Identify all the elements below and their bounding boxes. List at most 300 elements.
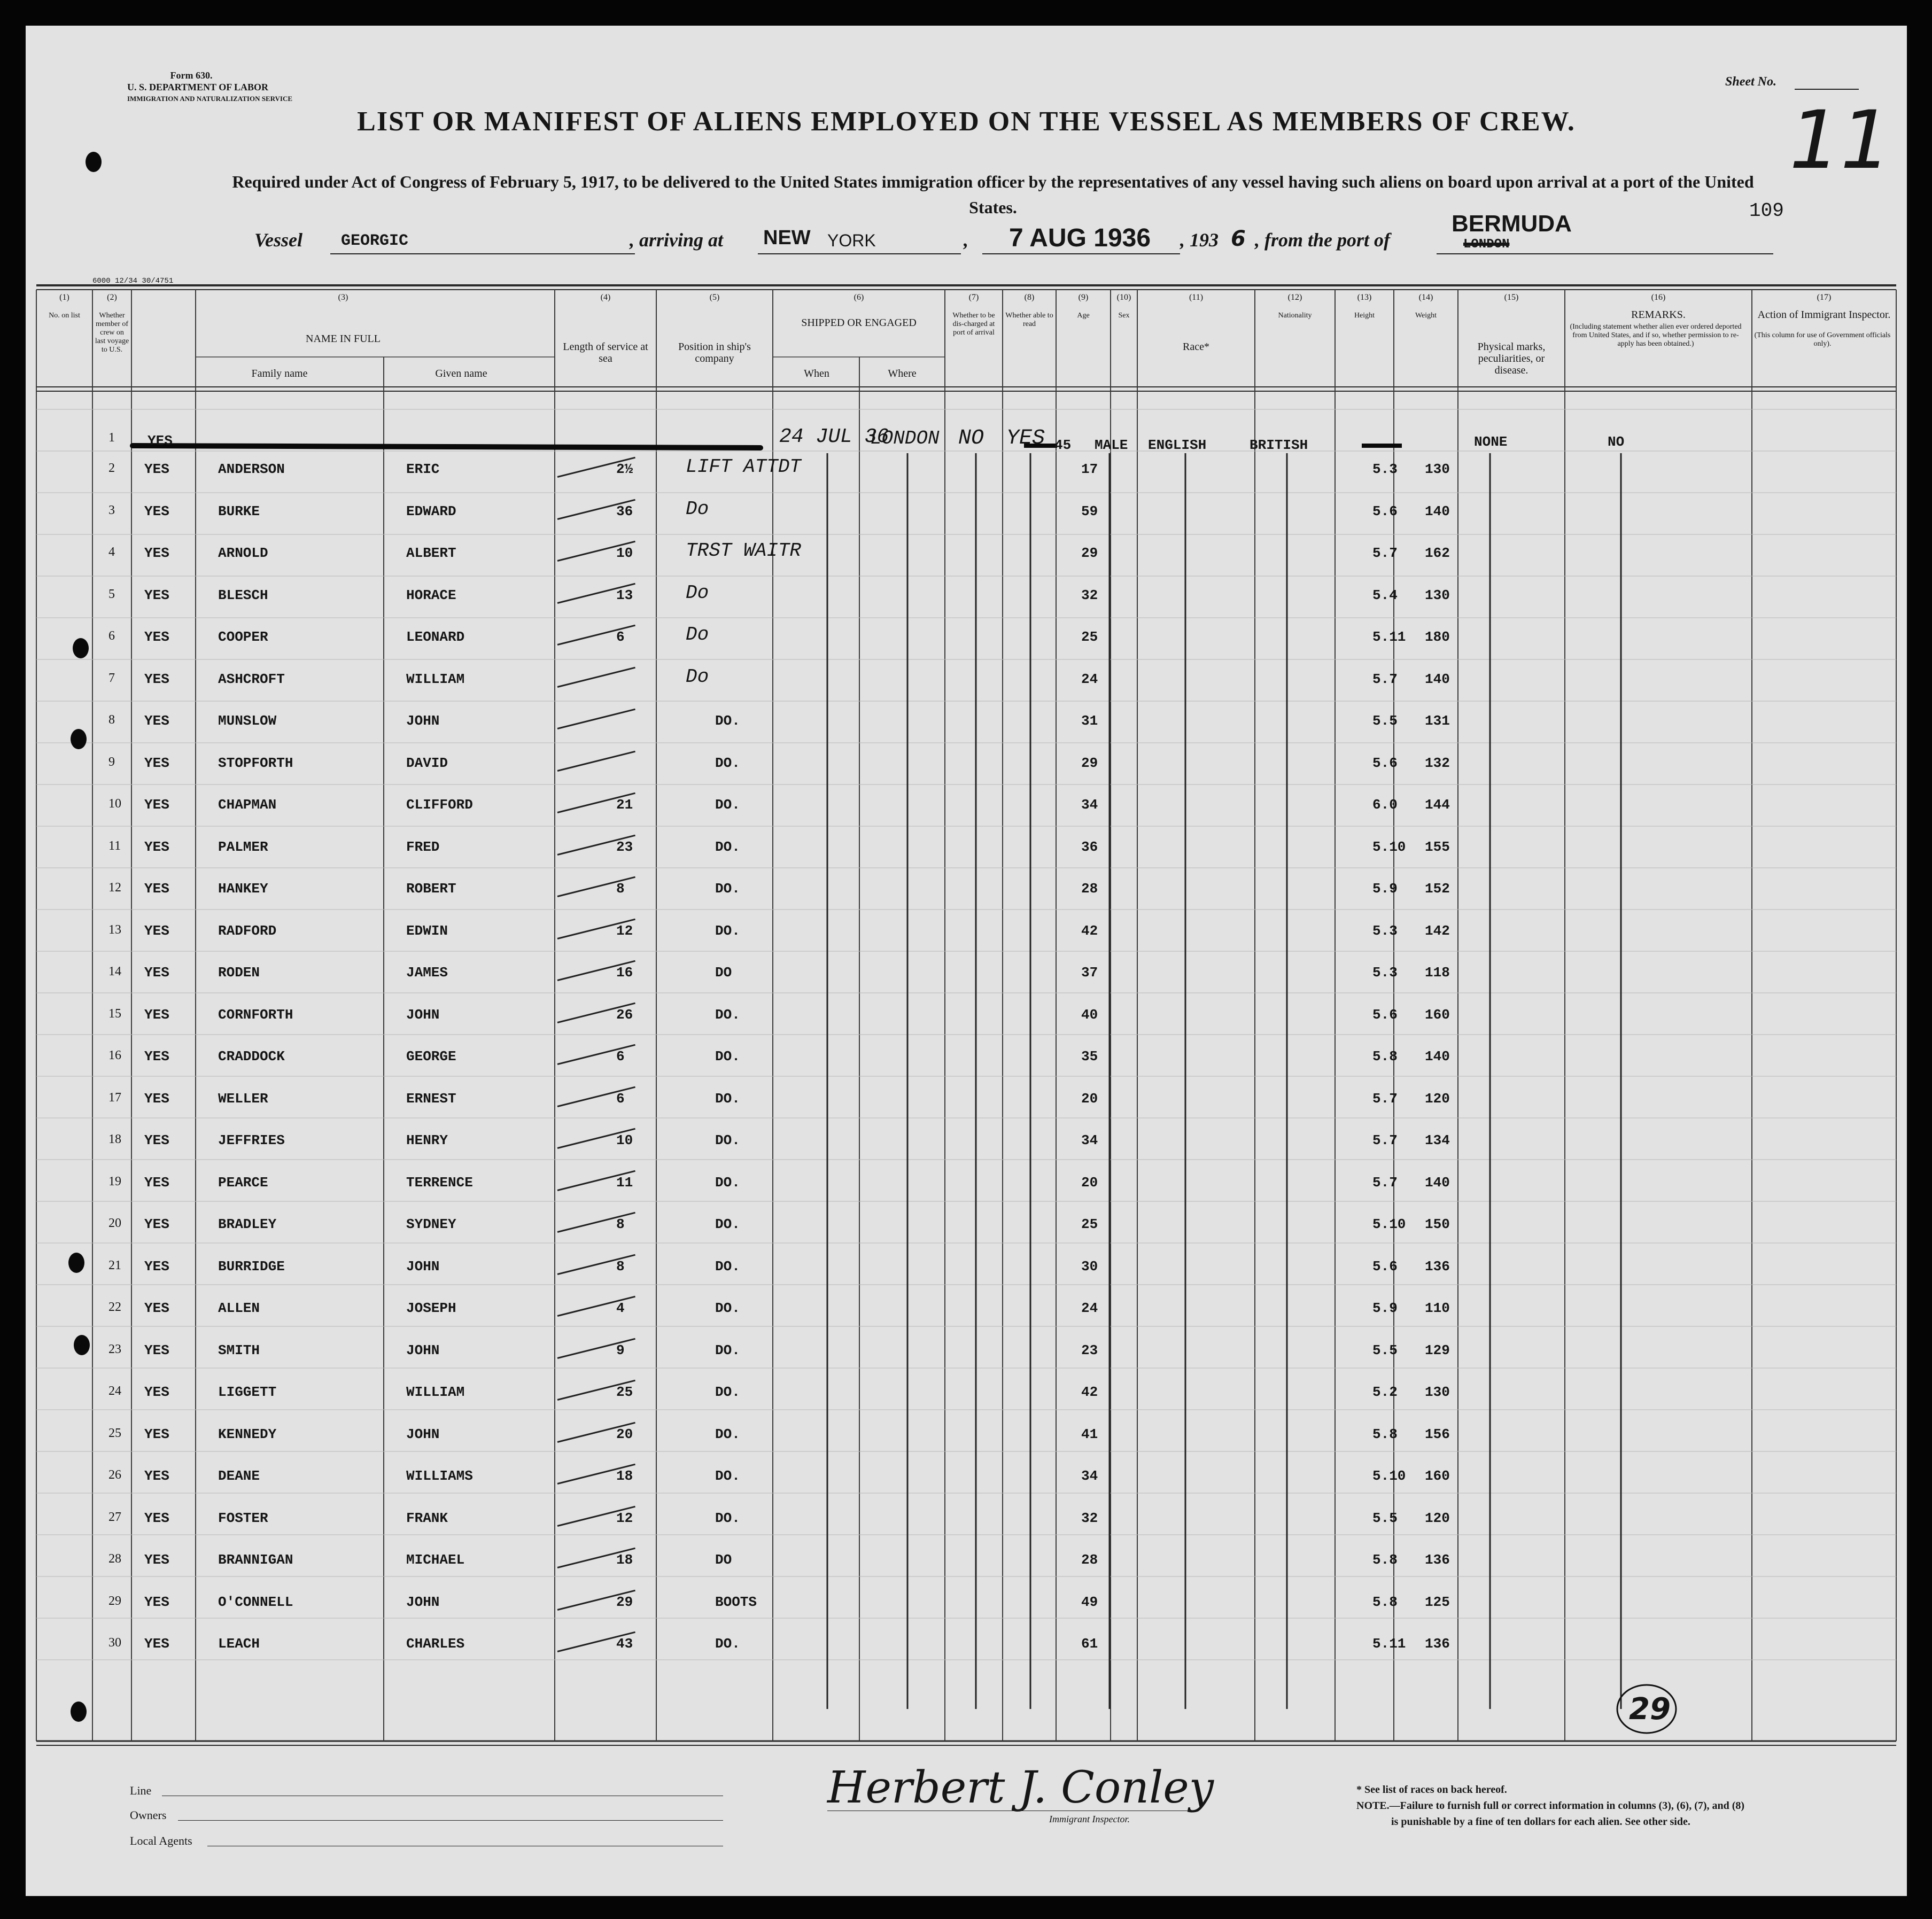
ship-position: DO. bbox=[715, 1636, 740, 1652]
ship-position: DO. bbox=[715, 797, 740, 813]
family-name: FOSTER bbox=[218, 1510, 268, 1526]
age: 61 bbox=[1081, 1636, 1098, 1652]
age: 42 bbox=[1081, 922, 1098, 939]
ship-position: DO. bbox=[715, 1258, 740, 1275]
column-header-label: Age bbox=[1077, 312, 1090, 320]
page-subtitle: Required under Act of Congress of February 5, 1917, to be delivered to the United States immigration officer by the representatives of any vessel having such aliens on board upon arrival at a port of the United States. bbox=[232, 172, 1754, 217]
ship-position: DO. bbox=[715, 922, 740, 939]
family-name: STOPFORTH bbox=[218, 755, 293, 771]
arrival-port-typed: YORK bbox=[827, 231, 876, 250]
prior-voyage: YES bbox=[144, 1552, 169, 1568]
height: 5.8 bbox=[1372, 1426, 1398, 1442]
prior-voyage: YES bbox=[144, 1510, 169, 1526]
age: 32 bbox=[1081, 587, 1098, 603]
height: 5.5 bbox=[1372, 1510, 1398, 1526]
age: 34 bbox=[1081, 797, 1098, 813]
height: 5.7 bbox=[1372, 671, 1398, 687]
inspector-signature: Herbert J. Conley bbox=[827, 1762, 1214, 1813]
weight: 160 bbox=[1425, 1006, 1450, 1023]
height: 6.0 bbox=[1372, 797, 1398, 813]
ship-position: DO. bbox=[715, 1426, 740, 1442]
line-label: Line bbox=[130, 1784, 152, 1797]
ship-position: DO. bbox=[715, 1048, 740, 1065]
given-name: JOHN bbox=[406, 1258, 440, 1275]
age: 34 bbox=[1081, 1468, 1098, 1484]
column-header-label: Action of Immigrant Inspector. bbox=[1757, 309, 1891, 321]
given-name: CLIFFORD bbox=[406, 797, 473, 813]
given-name: SYDNEY bbox=[406, 1216, 456, 1232]
when-header: When bbox=[804, 368, 829, 379]
row-number: 17 bbox=[108, 1090, 121, 1105]
weight: 110 bbox=[1425, 1300, 1450, 1316]
family-name: HANKEY bbox=[218, 881, 268, 897]
inspector-label: Immigrant Inspector. bbox=[1049, 1814, 1130, 1824]
age: 25 bbox=[1081, 629, 1098, 645]
vessel-name: GEORGIC bbox=[341, 232, 409, 250]
family-name: ALLEN bbox=[218, 1300, 260, 1316]
row-number: 29 bbox=[108, 1594, 121, 1608]
given-name: FRANK bbox=[406, 1510, 448, 1526]
row-number: 1 bbox=[108, 431, 115, 445]
prior-voyage: YES bbox=[144, 1384, 169, 1400]
column-header-label: Height bbox=[1354, 312, 1375, 320]
row-number: 16 bbox=[108, 1048, 121, 1062]
given-name: JAMES bbox=[406, 965, 448, 981]
height: 5.10 bbox=[1372, 838, 1406, 855]
weight: 130 bbox=[1425, 1384, 1450, 1400]
service-years: 8 bbox=[616, 881, 625, 897]
prior-voyage: YES bbox=[144, 1468, 169, 1484]
prior-voyage: YES bbox=[144, 1426, 169, 1442]
service-years: 12 bbox=[616, 922, 633, 939]
row-number: 14 bbox=[108, 965, 121, 978]
sheet-number: 11 bbox=[1789, 94, 1891, 187]
column-number: (14) bbox=[1418, 293, 1433, 302]
weight: 118 bbox=[1425, 965, 1450, 981]
family-name: BLESCH bbox=[218, 587, 268, 603]
service-years: 25 bbox=[616, 1384, 633, 1400]
service-years: 11 bbox=[616, 1174, 633, 1191]
arriving-label: , arriving at bbox=[630, 229, 724, 251]
height: 5.8 bbox=[1372, 1594, 1398, 1610]
column-header-label: Sex bbox=[1118, 312, 1130, 320]
age: 45 bbox=[1054, 437, 1072, 453]
age: 31 bbox=[1081, 713, 1098, 729]
ship-position: DO. bbox=[715, 838, 740, 855]
height: 5.8 bbox=[1372, 1048, 1398, 1065]
prior-voyage: YES bbox=[144, 1048, 169, 1065]
ship-position: DO. bbox=[715, 1468, 740, 1484]
nationality: BRITISH bbox=[1250, 437, 1308, 453]
fine-note: is punishable by a fine of ten dollars for each alien. See other side. bbox=[1391, 1816, 1690, 1828]
column-number: (2) bbox=[107, 293, 117, 302]
family-name: BRANNIGAN bbox=[218, 1552, 293, 1568]
from-port-struck: LONDON bbox=[1463, 237, 1510, 252]
column-number: (10) bbox=[1116, 293, 1131, 302]
weight: 131 bbox=[1425, 713, 1450, 729]
weight: 142 bbox=[1425, 922, 1450, 939]
age: 49 bbox=[1081, 1594, 1098, 1610]
family-name: SMITH bbox=[218, 1342, 260, 1358]
service-years: 6 bbox=[616, 1090, 625, 1107]
weight: 156 bbox=[1425, 1426, 1450, 1442]
sex: MALE bbox=[1095, 437, 1128, 453]
ship-position: DO. bbox=[715, 1216, 740, 1232]
weight: 152 bbox=[1425, 881, 1450, 897]
weight: 136 bbox=[1425, 1636, 1450, 1652]
height: 5.10 bbox=[1372, 1216, 1406, 1232]
column-header-label: Whether member of crew on last voyage to U.S. bbox=[95, 312, 129, 354]
row-number: 28 bbox=[108, 1552, 121, 1566]
row-number: 12 bbox=[108, 881, 121, 895]
service-years: 26 bbox=[616, 1006, 633, 1023]
service-years: 16 bbox=[616, 965, 633, 981]
row-number: 5 bbox=[108, 587, 115, 601]
given-name: HORACE bbox=[406, 587, 456, 603]
given-name: JOHN bbox=[406, 1006, 440, 1023]
ship-position: DO. bbox=[715, 881, 740, 897]
page-title: LIST OR MANIFEST OF ALIENS EMPLOYED ON THE VESSEL AS MEMBERS OF CREW. bbox=[357, 106, 1576, 137]
service-years: 21 bbox=[616, 797, 633, 813]
height: 5.3 bbox=[1372, 965, 1398, 981]
family-name: JEFFRIES bbox=[218, 1132, 285, 1148]
ship-position: Do bbox=[686, 665, 709, 688]
prior-voyage: YES bbox=[144, 1090, 169, 1107]
arrival-port-stamp: NEW bbox=[763, 227, 811, 249]
age: 35 bbox=[1081, 1048, 1098, 1065]
service: IMMIGRATION AND NATURALIZATION SERVICE bbox=[127, 95, 293, 103]
service-years: 20 bbox=[616, 1426, 633, 1442]
sheet-label: Sheet No. bbox=[1725, 75, 1776, 89]
service-years: 6 bbox=[616, 629, 625, 645]
given-name-header: Given name bbox=[435, 368, 487, 379]
service-years: 10 bbox=[616, 1132, 633, 1148]
family-name: RADFORD bbox=[218, 922, 277, 939]
given-name: JOHN bbox=[406, 713, 440, 729]
service-years: 6 bbox=[616, 1048, 625, 1065]
row-number: 27 bbox=[108, 1510, 121, 1524]
weight: 136 bbox=[1425, 1258, 1450, 1275]
ship-position: DO. bbox=[715, 1384, 740, 1400]
family-name: WELLER bbox=[218, 1090, 268, 1107]
given-name: TERRENCE bbox=[406, 1174, 473, 1191]
service-years: 13 bbox=[616, 587, 633, 603]
column-header-label: Position in ship's company bbox=[678, 341, 751, 364]
service-years: 23 bbox=[616, 838, 633, 855]
prior-voyage: YES bbox=[144, 713, 169, 729]
stamp-number: 109 bbox=[1749, 200, 1784, 222]
ship-position: DO. bbox=[715, 1300, 740, 1316]
given-name: EDWIN bbox=[406, 922, 448, 939]
family-name: COOPER bbox=[218, 629, 268, 645]
prior-voyage: YES bbox=[144, 1258, 169, 1275]
prior-voyage: YES bbox=[144, 922, 169, 939]
row-number: 2 bbox=[108, 461, 115, 475]
column-number: (6) bbox=[854, 293, 864, 302]
family-name: O'CONNELL bbox=[218, 1594, 293, 1610]
ship-position: DO bbox=[715, 965, 732, 981]
age: 40 bbox=[1081, 1006, 1098, 1023]
comma-separator: , bbox=[964, 229, 968, 251]
family-name: CORNFORTH bbox=[218, 1006, 293, 1023]
age: 23 bbox=[1081, 1342, 1098, 1358]
prior-voyage: YES bbox=[144, 587, 169, 603]
ship-position: BOOTS bbox=[715, 1594, 757, 1610]
service-years: 12 bbox=[616, 1510, 633, 1526]
table-grid bbox=[26, 26, 1907, 1896]
height: 5.3 bbox=[1372, 922, 1398, 939]
prior-voyage: YES bbox=[144, 1594, 169, 1610]
year-prefix: , 193 bbox=[1180, 229, 1219, 251]
action-note: (This column for use of Government officials only). bbox=[1754, 331, 1891, 348]
age: 59 bbox=[1081, 503, 1098, 519]
remarks: NO bbox=[1608, 434, 1625, 450]
column-header-label: Length of service at sea bbox=[563, 341, 648, 364]
weight: 162 bbox=[1425, 545, 1450, 561]
column-header-label: Physical marks, peculiarities, or disease. bbox=[1477, 341, 1546, 376]
weight: 155 bbox=[1425, 838, 1450, 855]
weight: 144 bbox=[1425, 797, 1450, 813]
weight: 125 bbox=[1425, 1594, 1450, 1610]
row-number: 30 bbox=[108, 1636, 121, 1650]
given-name: EDWARD bbox=[406, 503, 456, 519]
ship-position: DO. bbox=[715, 1132, 740, 1148]
height: 5.7 bbox=[1372, 1174, 1398, 1191]
height: 5.8 bbox=[1372, 1552, 1398, 1568]
row-number: 4 bbox=[108, 545, 115, 559]
service-years: 43 bbox=[616, 1636, 633, 1652]
prior-voyage: YES bbox=[144, 755, 169, 771]
height: 5.6 bbox=[1372, 1258, 1398, 1275]
races-note: * See list of races on back hereof. bbox=[1356, 1784, 1507, 1796]
height: 5.6 bbox=[1372, 503, 1398, 519]
age: 41 bbox=[1081, 1426, 1098, 1442]
row-number: 8 bbox=[108, 713, 115, 727]
height: 5.2 bbox=[1372, 1384, 1398, 1400]
service-years: 2½ bbox=[616, 461, 633, 477]
owners-label: Owners bbox=[130, 1808, 167, 1822]
age: 20 bbox=[1081, 1090, 1098, 1107]
failure-note: NOTE.—Failure to furnish full or correct information in columns (3), (6), (7), and (8) bbox=[1356, 1800, 1745, 1812]
row-number: 6 bbox=[108, 629, 115, 643]
column-number: (11) bbox=[1189, 293, 1204, 302]
age: 32 bbox=[1081, 1510, 1098, 1526]
height: 5.4 bbox=[1372, 587, 1398, 603]
weight: 130 bbox=[1425, 461, 1450, 477]
height: 5.9 bbox=[1372, 1300, 1398, 1316]
year-suffix: 6 bbox=[1231, 227, 1246, 251]
row-number: 11 bbox=[108, 838, 121, 853]
age: 17 bbox=[1081, 461, 1098, 477]
column-number: (7) bbox=[968, 293, 979, 302]
family-name-header: Family name bbox=[251, 368, 308, 379]
given-name: CHARLES bbox=[406, 1636, 465, 1652]
height: 5.7 bbox=[1372, 1090, 1398, 1107]
column-header-label: REMARKS. bbox=[1631, 309, 1686, 321]
given-name: JOHN bbox=[406, 1426, 440, 1442]
given-name: MICHAEL bbox=[406, 1552, 465, 1568]
arrival-date: 7 AUG 1936 bbox=[1009, 224, 1151, 252]
ship-position: DO. bbox=[715, 1090, 740, 1107]
family-name: ARNOLD bbox=[218, 545, 268, 561]
punch-hole bbox=[71, 729, 87, 749]
service-years: 4 bbox=[616, 1300, 625, 1316]
department: U. S. DEPARTMENT OF LABOR bbox=[127, 82, 269, 92]
prior-voyage: YES bbox=[144, 1132, 169, 1148]
form-number: Form 630. bbox=[170, 70, 213, 81]
column-number: (1) bbox=[59, 293, 69, 302]
height: 5.7 bbox=[1372, 1132, 1398, 1148]
ship-position: LIFT ATTDT bbox=[686, 456, 802, 478]
prior-voyage: YES bbox=[144, 1174, 169, 1191]
column-number: (12) bbox=[1287, 293, 1302, 302]
weight: 120 bbox=[1425, 1090, 1450, 1107]
punch-hole bbox=[73, 638, 89, 658]
discharged: NO bbox=[958, 426, 984, 450]
age: 30 bbox=[1081, 1258, 1098, 1275]
age: 42 bbox=[1081, 1384, 1098, 1400]
column-header-label: Race* bbox=[1183, 341, 1209, 353]
row-number: 7 bbox=[108, 671, 115, 685]
column-number: (15) bbox=[1504, 293, 1519, 302]
shipped-where: LONDON bbox=[870, 428, 940, 449]
given-name: JOHN bbox=[406, 1594, 440, 1610]
weight: 134 bbox=[1425, 1132, 1450, 1148]
age: 29 bbox=[1081, 545, 1098, 561]
ship-position: TRST WAITR bbox=[686, 540, 802, 562]
given-name: HENRY bbox=[406, 1132, 448, 1148]
age: 29 bbox=[1081, 755, 1098, 771]
column-header-label: Nationality bbox=[1278, 312, 1312, 320]
ship-position: Do bbox=[686, 624, 709, 646]
height: 5.11 bbox=[1372, 629, 1406, 645]
ship-position: DO. bbox=[715, 713, 740, 729]
shipped-when: 24 JUL 36 bbox=[779, 425, 889, 448]
able-to-read: YES bbox=[1006, 426, 1045, 450]
family-name: MUNSLOW bbox=[218, 713, 277, 729]
print-code: 6000 12/34 30/4751 bbox=[92, 277, 174, 285]
from-label: , from the port of bbox=[1255, 229, 1391, 251]
remarks-note: (Including statement whether alien ever ordered deported from United States, and if so, whether permission to re-apply has been obtained.) bbox=[1570, 323, 1742, 348]
height: 5.6 bbox=[1372, 1006, 1398, 1023]
weight: 160 bbox=[1425, 1468, 1450, 1484]
row-number: 15 bbox=[108, 1006, 121, 1021]
prior-voyage: YES bbox=[144, 1342, 169, 1358]
row-number: 9 bbox=[108, 755, 115, 769]
column-header-label: Weight bbox=[1415, 312, 1437, 320]
height: 5.7 bbox=[1372, 545, 1398, 561]
height: 5.5 bbox=[1372, 713, 1398, 729]
prior-voyage: YES bbox=[144, 461, 169, 477]
service-years: 18 bbox=[616, 1552, 633, 1568]
given-name: ERIC bbox=[406, 461, 440, 477]
row-number: 3 bbox=[108, 503, 115, 517]
service-years: 8 bbox=[616, 1258, 625, 1275]
weight: 129 bbox=[1425, 1342, 1450, 1358]
family-name: BRADLEY bbox=[218, 1216, 277, 1232]
column-header-label: SHIPPED OR ENGAGED bbox=[801, 317, 917, 329]
family-name: CRADDOCK bbox=[218, 1048, 285, 1065]
column-header-label: Whether able to read bbox=[1005, 312, 1053, 328]
row-number: 20 bbox=[108, 1216, 121, 1230]
column-number: (3) bbox=[338, 293, 348, 302]
prior-voyage: YES bbox=[144, 965, 169, 981]
column-header-label: No. on list bbox=[49, 312, 80, 320]
family-name: CHAPMAN bbox=[218, 797, 277, 813]
given-name: WILLIAMS bbox=[406, 1468, 473, 1484]
weight: 120 bbox=[1425, 1510, 1450, 1526]
where-header: Where bbox=[888, 368, 917, 379]
family-name: RODEN bbox=[218, 965, 260, 981]
agents-label: Local Agents bbox=[130, 1834, 192, 1847]
manifest-page bbox=[26, 26, 1907, 1896]
height: 5.11 bbox=[1372, 1636, 1406, 1652]
prior-voyage: YES bbox=[144, 1300, 169, 1316]
ship-position: DO. bbox=[715, 755, 740, 771]
given-name: ALBERT bbox=[406, 545, 456, 561]
age: 20 bbox=[1081, 1174, 1098, 1191]
row-number: 23 bbox=[108, 1342, 121, 1356]
weight: 140 bbox=[1425, 671, 1450, 687]
height: 5.3 bbox=[1372, 461, 1398, 477]
row-number: 22 bbox=[108, 1300, 121, 1314]
prior-voyage: YES bbox=[144, 1636, 169, 1652]
prior-voyage: YES bbox=[144, 671, 169, 687]
given-name: WILLIAM bbox=[406, 671, 465, 687]
given-name: WILLIAM bbox=[406, 1384, 465, 1400]
ship-position: DO. bbox=[715, 1006, 740, 1023]
service-years: 36 bbox=[616, 503, 633, 519]
given-name: LEONARD bbox=[406, 629, 465, 645]
age: 34 bbox=[1081, 1132, 1098, 1148]
given-name: GEORGE bbox=[406, 1048, 456, 1065]
service-years: 8 bbox=[616, 1216, 625, 1232]
service-years: 10 bbox=[616, 545, 633, 561]
given-name: FRED bbox=[406, 838, 440, 855]
column-number: (9) bbox=[1078, 293, 1089, 302]
prior-voyage: YES bbox=[144, 797, 169, 813]
prior-voyage: YES bbox=[144, 1216, 169, 1232]
column-number: (8) bbox=[1024, 293, 1035, 302]
height: 5.6 bbox=[1372, 755, 1398, 771]
age: 28 bbox=[1081, 881, 1098, 897]
punch-hole bbox=[71, 1702, 87, 1722]
prior-voyage: YES bbox=[144, 503, 169, 519]
row-number: 10 bbox=[108, 797, 121, 811]
column-header-label: Whether to be dis-charged at port of arrival bbox=[952, 312, 995, 337]
service-years: 29 bbox=[616, 1594, 633, 1610]
column-number: (13) bbox=[1357, 293, 1372, 302]
family-name: PALMER bbox=[218, 838, 268, 855]
race: ENGLISH bbox=[1148, 437, 1207, 453]
age: 37 bbox=[1081, 965, 1098, 981]
age: 28 bbox=[1081, 1552, 1098, 1568]
ship-position: DO. bbox=[715, 1510, 740, 1526]
ship-position: DO. bbox=[715, 1174, 740, 1191]
total-count: 29 bbox=[1629, 1692, 1671, 1727]
given-name: ROBERT bbox=[406, 881, 456, 897]
ship-position: DO. bbox=[715, 1342, 740, 1358]
column-number: (17) bbox=[1817, 293, 1832, 302]
prior-voyage: YES bbox=[144, 1006, 169, 1023]
row-number: 13 bbox=[108, 922, 121, 937]
ship-position: Do bbox=[686, 581, 709, 604]
physical-marks: NONE bbox=[1474, 434, 1508, 450]
vessel-label: Vessel bbox=[254, 229, 302, 251]
family-name: LEACH bbox=[218, 1636, 260, 1652]
service-years: 18 bbox=[616, 1468, 633, 1484]
prior-voyage: YES bbox=[144, 881, 169, 897]
